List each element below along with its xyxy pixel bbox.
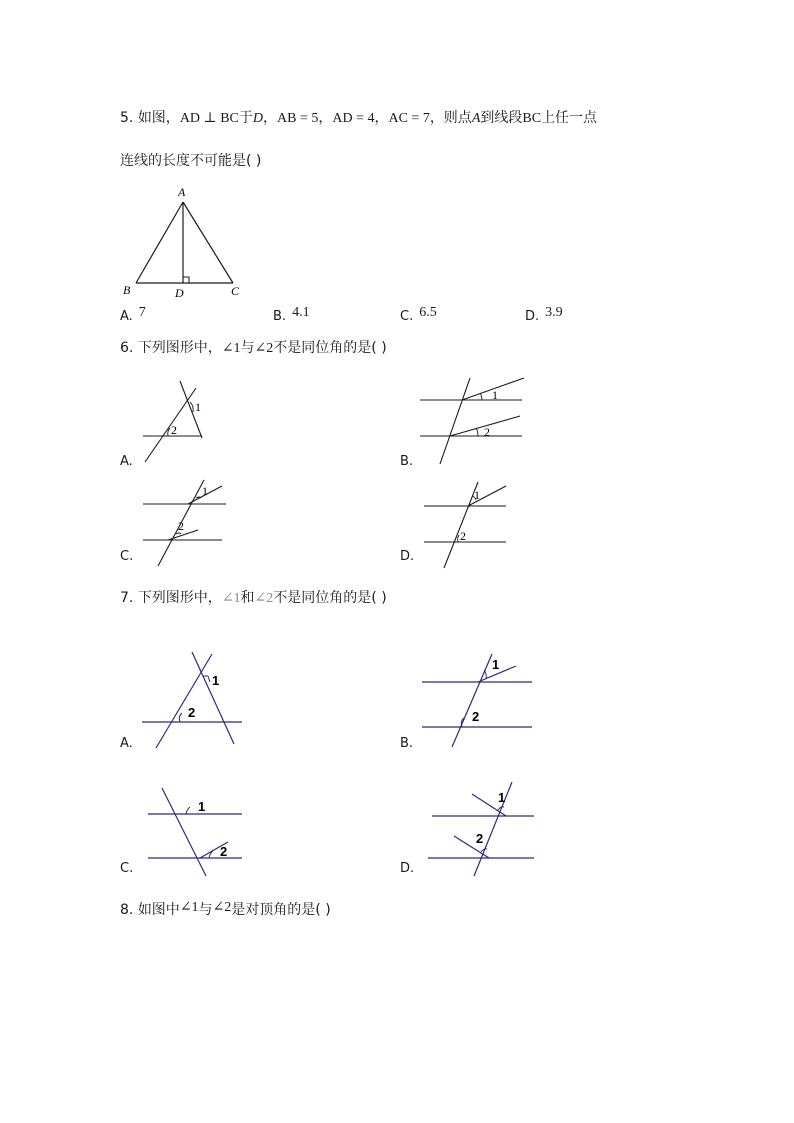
math-condition: AD = 4: [332, 111, 375, 126]
option-letter: C.: [400, 309, 414, 324]
math-condition: AC = 7: [388, 111, 430, 126]
question-number: 8.: [120, 902, 134, 918]
point-label-b: B: [123, 283, 131, 297]
math-condition: AB = 5: [277, 111, 319, 126]
question-text: ，: [318, 110, 333, 126]
angle-label-1: 1: [195, 400, 201, 414]
option-value: 3.9: [545, 305, 563, 320]
angle-2-symbol: ∠2: [254, 341, 274, 356]
question-text: 与: [198, 902, 213, 918]
angle-label-2: 2: [188, 705, 196, 720]
question-text: ，: [374, 110, 389, 126]
question-text: 和: [240, 590, 255, 606]
q6-option-d[interactable]: D.: [400, 549, 415, 564]
angle-label-1: 1: [498, 790, 506, 805]
angle-label-2: 2: [484, 425, 490, 439]
angle-1-symbol: ∠1: [221, 591, 241, 606]
angle-1-symbol: ∠1: [221, 341, 241, 356]
angle-label-1: 1: [492, 388, 498, 402]
q7-figure-b: [420, 652, 534, 748]
option-letter: D.: [525, 309, 540, 324]
q6-option-c[interactable]: C.: [120, 549, 134, 564]
point-label-c: C: [231, 284, 240, 298]
question-text: 于: [238, 110, 253, 126]
q7-option-d[interactable]: D.: [400, 861, 415, 876]
question-8-stem: [120, 899, 331, 919]
point-label-a: A: [178, 185, 186, 199]
option-value: 4.1: [292, 305, 310, 320]
q6-figure-c: [138, 478, 230, 568]
question-text: 到线段: [480, 110, 523, 126]
option-value: 6.5: [419, 305, 437, 320]
q5-option-a[interactable]: [120, 305, 146, 325]
question-6-stem: [120, 337, 387, 357]
option-value: 7: [138, 305, 146, 320]
angle-label-1: 1: [474, 488, 480, 502]
q7-option-b[interactable]: B.: [400, 736, 414, 751]
math-point: A: [471, 111, 481, 126]
q7-figure-a: [140, 650, 244, 750]
q6-option-b[interactable]: B.: [400, 454, 414, 469]
angle-label-2: 2: [472, 709, 480, 724]
q7-option-c[interactable]: C.: [120, 861, 134, 876]
option-letter: B.: [273, 309, 287, 324]
question-text: 如图中: [137, 902, 180, 918]
q5-option-d[interactable]: [525, 305, 563, 325]
question-text: ，则点: [429, 110, 472, 126]
question-number: 6.: [120, 340, 134, 356]
question-text: 不是同位角的是( ): [273, 340, 387, 356]
angle-2-symbol: ∠2: [254, 591, 274, 606]
q6-figure-a: [140, 378, 220, 466]
q5-option-c[interactable]: [400, 305, 437, 325]
angle-label-2: 2: [476, 831, 484, 846]
question-text: 下列图形中，: [137, 340, 222, 356]
angle-2-symbol: ∠2: [212, 900, 232, 915]
angle-label-1: 1: [492, 657, 500, 672]
q6-figure-d: [420, 478, 512, 570]
angle-label-2: 2: [171, 423, 177, 437]
angle-label-1: 1: [198, 799, 206, 814]
angle-label-1: 1: [202, 484, 208, 498]
question-text: 下列图形中，: [137, 590, 222, 606]
q6-figure-b: [418, 376, 528, 466]
question-number: 5.: [120, 110, 134, 126]
angle-label-2: 2: [220, 844, 228, 859]
question-text: 如图，: [137, 110, 180, 126]
q5-option-b[interactable]: [273, 305, 310, 325]
angle-label-2: 2: [178, 519, 184, 533]
question-5-line-1: [120, 107, 597, 127]
question-7-stem: [120, 587, 387, 607]
question-number: 7.: [120, 590, 134, 606]
question-text: 是对顶角的是( ): [231, 902, 331, 918]
angle-1-symbol: ∠1: [179, 900, 199, 915]
q7-figure-c: [146, 786, 246, 878]
question-text: ，: [263, 110, 277, 126]
angle-label-1: 1: [212, 673, 220, 688]
question-5-line-2: 连线的长度不可能是( ): [120, 153, 262, 169]
question-text: 与: [240, 340, 255, 356]
question-text: 上任一点: [541, 110, 598, 126]
question-text: 不是同位角的是( ): [273, 590, 387, 606]
q6-option-a[interactable]: A.: [120, 454, 133, 469]
math-condition: AD ⊥ BC: [179, 111, 239, 126]
option-letter: A.: [120, 309, 133, 324]
angle-label-2: 2: [460, 529, 466, 543]
q7-figure-d: [426, 780, 536, 878]
point-label-d: D: [175, 286, 184, 300]
math-point: D: [252, 111, 263, 126]
q5-triangle-figure: [115, 182, 255, 304]
q7-option-a[interactable]: A.: [120, 736, 133, 751]
math-segment: BC: [522, 111, 542, 126]
